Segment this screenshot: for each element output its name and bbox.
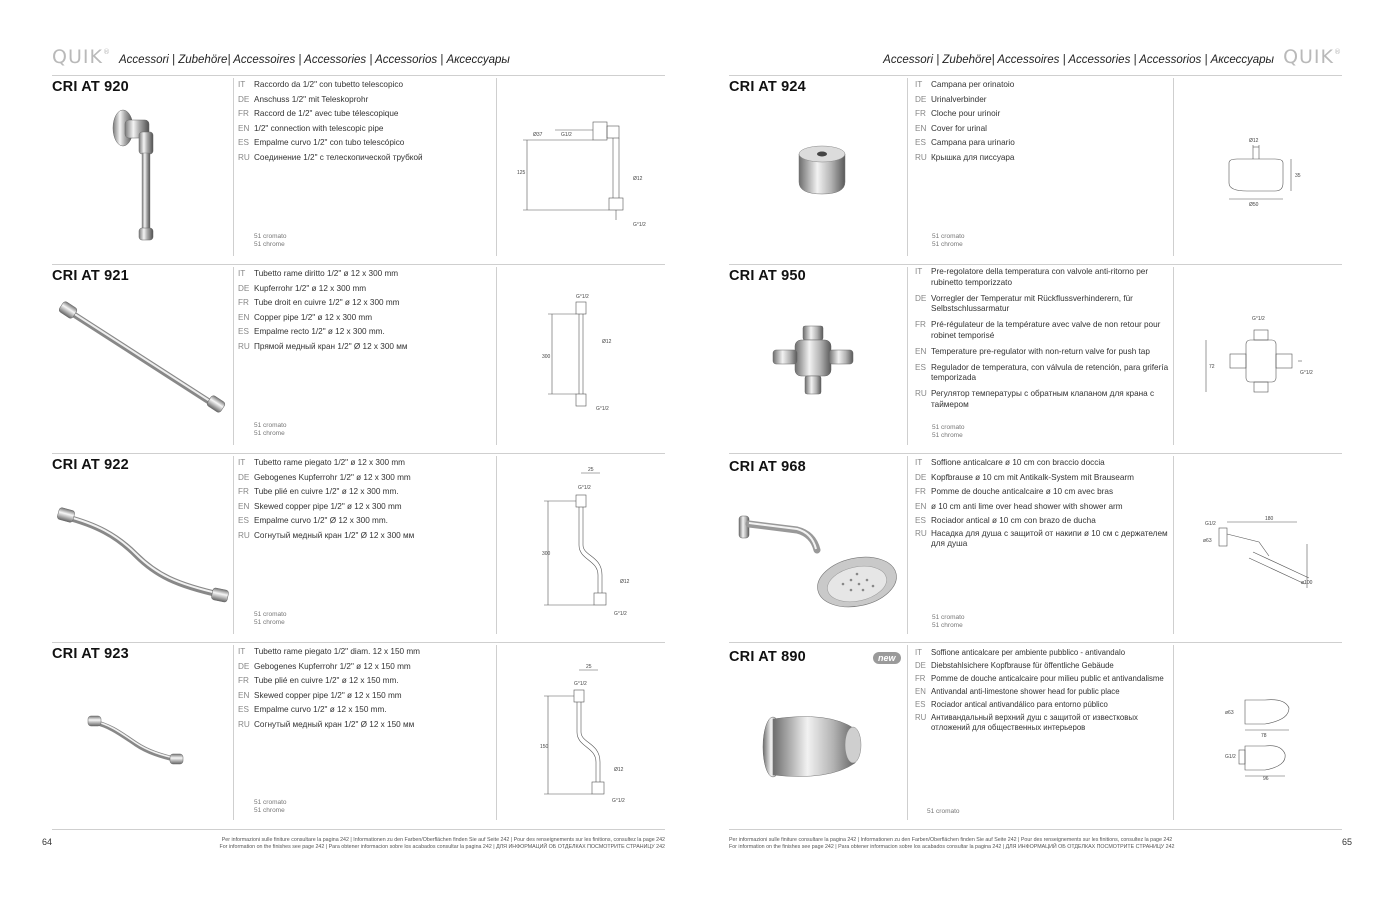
product-photo-connector <box>95 98 175 250</box>
dimension-label: G°1/2 <box>1252 316 1265 322</box>
dimension-label: ø63 <box>1203 538 1212 544</box>
divider <box>496 78 497 256</box>
technical-drawing <box>1225 690 1325 782</box>
divider <box>729 75 1342 76</box>
divider <box>729 829 1342 830</box>
product-code: CRI AT 923 <box>52 646 129 662</box>
product-photo-bent-pipe <box>56 505 231 605</box>
product-code: CRI AT 920 <box>52 79 129 95</box>
technical-drawing <box>515 112 655 230</box>
product-code: CRI AT 890 <box>729 649 806 665</box>
divider <box>496 456 497 634</box>
dimension-label: Ø12 <box>614 767 624 773</box>
finish-info: 51 cromato <box>927 808 960 815</box>
divider <box>1173 267 1174 445</box>
dimension-label: G°1/2 <box>578 485 591 491</box>
dimension-label: G°1/2 <box>576 294 589 300</box>
finish-info: 51 cromato 51 chrome <box>932 614 965 629</box>
footer-note: Per informazioni sulle finiture consultare la pagina 242 | Informationen zu den Farben/Oberflächen finden Sie auf Seite 242 | Pour des renseignements sur les finitions, consultez la page 242 For information on the finishes see page 242 | Para obtener informacion sobre los acabados consultar la pagina 242 | ДЛЯ ИНФОРМАЦИЙ ОБ ОТДЕЛКАХ ПОСМОТРИТЕ СТРАНИЦУ 242 <box>729 837 1175 850</box>
product-description: IT Raccordo da 1/2" con tubetto telescopico DE Anschuss 1/2" mit Teleskoprohr FR Raccord de 1/2" avec tube télescopique EN 1/2" connection with telescopic pipe ES Empalme curvo 1/2" con tubo telescópico RU Соединение 1/2" с телескопической трубкой <box>238 80 423 162</box>
dimension-label: Ø50 <box>1249 202 1259 208</box>
product-photo-urinal-cover <box>793 142 851 198</box>
product-description: IT Soffione anticalcare per ambiente pubblico - antivandalo DE Diebstahlsichere Kopfbrause für öffentliche Gebäude FR Pomme de douche anticalcaire pour milieu public et antivandalisme EN Antivandal anti-limestone shower head for public place ES Rociador antical antivandálico para entorno público RU Антивандальный верхний душ с защитой от известковых отложений для общественных интерьеров <box>915 648 1164 732</box>
divider <box>496 645 497 820</box>
divider <box>1173 78 1174 256</box>
divider <box>496 267 497 445</box>
header-title: Accessori | Zubehöre| Accessoires | Accessories | Accessorios | Аксессуары <box>883 54 1274 66</box>
product-code: CRI AT 950 <box>729 268 806 284</box>
dimension-label: G°1/2 <box>614 611 627 617</box>
finish-info: 51 cromato 51 chrome <box>932 424 965 439</box>
dimension-label: 35 <box>1295 173 1301 179</box>
dimension-label: G°1/2 <box>633 222 646 228</box>
divider <box>907 78 908 256</box>
divider <box>907 267 908 445</box>
divider <box>907 456 908 634</box>
dimension-label: G°1/2 <box>1300 370 1313 376</box>
dimension-label: 96 <box>1263 776 1269 782</box>
product-photo-shower-head <box>737 510 902 610</box>
dimension-label: ø100 <box>1301 580 1313 586</box>
dimension-label: 300 <box>542 551 551 557</box>
finish-info: 51 cromato 51 chrome <box>254 799 287 814</box>
new-badge: new <box>873 652 901 664</box>
product-code: CRI AT 968 <box>729 459 806 475</box>
dimension-label: 125 <box>517 170 526 176</box>
technical-drawing <box>540 662 635 806</box>
dimension-label: G1/2 <box>561 132 572 138</box>
dimension-label: 78 <box>1261 733 1267 739</box>
dimension-label: 150 <box>540 744 549 750</box>
divider <box>233 645 234 820</box>
header-title: Accessori | Zubehöre| Accessoires | Accessories | Accessorios | Аксессуары <box>119 54 510 66</box>
finish-info: 51 cromato 51 chrome <box>932 233 965 248</box>
divider <box>1173 645 1174 820</box>
product-description: IT Soffione anticalcare ø 10 cm con braccio doccia DE Kopfbrause ø 10 cm mit Antikalk-System mit Brausearm FR Pomme de douche anticalcaire ø 10 cm avec bras EN ø 10 cm anti lime over head shower with shower arm ES Rociador antical ø 10 cm con brazo de ducha RU Насадка для душа с защитой от накипи ø 10 см с держателем для душа <box>915 458 1168 548</box>
page-number: 64 <box>42 837 53 847</box>
dimension-label: 300 <box>542 354 551 360</box>
product-description: IT Pre-regolatore della temperatura con valvole anti-ritorno per rubinetto temporizzato DE Vorregler der Temperatur mit Rückflussverhinderern, für Selbstschlussarmatur FR Pré-régulateur de la température avec valve de non retour pour robinet temporisé EN Temperature pre-regulator with non-return valve for push tap ES Regulador de temperatura, con válvula de retención, para grifería temporizada RU Регулятор температуры с обратным клапаном для крана с таймером <box>915 267 1169 409</box>
divider <box>52 829 665 830</box>
dimension-label: 180 <box>1265 516 1274 522</box>
divider <box>52 642 665 643</box>
dimension-label: Ø12 <box>602 339 612 345</box>
divider <box>729 453 1342 454</box>
divider <box>1173 456 1174 634</box>
finish-info: 51 cromato 51 chrome <box>254 233 287 248</box>
technical-drawing <box>1197 508 1322 600</box>
divider <box>233 456 234 634</box>
dimension-label: 25 <box>588 467 594 473</box>
technical-drawing <box>540 465 635 617</box>
finish-info: 51 cromato 51 chrome <box>254 611 287 626</box>
dimension-label: Ø12 <box>620 579 630 585</box>
product-code: CRI AT 924 <box>729 79 806 95</box>
dimension-label: Ø12 <box>633 176 643 182</box>
dimension-label: G1/2 <box>1205 521 1216 527</box>
dimension-label: 25 <box>586 664 592 670</box>
divider <box>729 642 1342 643</box>
finish-info: 51 cromato 51 chrome <box>254 422 287 437</box>
brand-logo: QUIK® <box>52 46 111 68</box>
brand-logo: QUIK® <box>1283 46 1342 68</box>
dimension-label: G1/2 <box>1225 754 1236 760</box>
product-photo-antivandal-shower-head <box>759 705 867 787</box>
divider <box>907 645 908 820</box>
dimension-label: Ø37 <box>533 132 543 138</box>
dimension-label: G°1/2 <box>596 406 609 412</box>
divider <box>233 78 234 256</box>
divider <box>52 453 665 454</box>
divider <box>52 75 665 76</box>
dimension-label: G°1/2 <box>612 798 625 804</box>
product-photo-straight-pipe <box>56 298 231 420</box>
product-code: CRI AT 921 <box>52 268 129 284</box>
footer-note: Per informazioni sulle finiture consultare la pagina 242 | Informationen zu den Farben/Oberflächen finden Sie auf Seite 242 | Pour des renseignements sur les finitions, consultez la page 242 For information on the finishes see page 242 | Para obtener informacion sobre los acabados consultar la pagina 242 | ДЛЯ ИНФОРМАЦИЙ ОБ ОТДЕЛКАХ ПОСМОТРИТЕ СТРАНИЦУ 242 <box>219 837 665 850</box>
product-photo-short-bent-pipe <box>86 712 186 770</box>
product-code: CRI AT 922 <box>52 457 129 473</box>
technical-drawing <box>540 290 620 415</box>
product-description: IT Tubetto rame piegato 1/2" diam. 12 x 150 mm DE Gebogenes Kupferrohr 1/2" ø 12 x 150 mm FR Tube plié en cuivre 1/2" ø 12 x 150 mm. EN Skewed copper pipe 1/2" ø 12 x 150 mm ES Empalme curvo 1/2" ø 12 x 150 mm. RU Согнутый медный кран 1/2" Ø 12 x 150 мм <box>238 647 420 729</box>
dimension-label: G°1/2 <box>574 681 587 687</box>
dimension-label: 72 <box>1209 364 1215 370</box>
dimension-label: ø63 <box>1225 710 1234 716</box>
divider <box>729 264 1342 265</box>
product-description: IT Campana per orinatoio DE Urinalverbinder FR Cloche pour urinoir EN Cover for urinal ES Campana para urinario RU Крышка для писсуара <box>915 80 1015 162</box>
right-page <box>697 0 1394 901</box>
divider <box>233 267 234 445</box>
technical-drawing <box>1217 133 1317 208</box>
divider <box>52 264 665 265</box>
product-description: IT Tubetto rame piegato 1/2" ø 12 x 300 mm DE Gebogenes Kupferrohr 1/2" ø 12 x 300 mm FR Tube plié en cuivre 1/2" ø 12 x 300 mm. EN Skewed copper pipe 1/2" ø 12 x 300 mm ES Empalme curvo 1/2" Ø 12 x 300 mm. RU Согнутый медный кран 1/2" Ø 12 x 300 мм <box>238 458 415 540</box>
page-number: 65 <box>1341 837 1352 847</box>
dimension-label: Ø12 <box>1249 138 1259 144</box>
product-description: IT Tubetto rame diritto 1/2" ø 12 x 300 mm DE Kupferrohr 1/2" ø 12 x 300 mm FR Tube droit en cuivre 1/2" ø 12 x 300 mm EN Copper pipe 1/2" ø 12 x 300 mm ES Empalme recto 1/2" ø 12 x 300 mm. RU Прямой медный кран 1/2" Ø 12 x 300 мм <box>238 269 408 351</box>
product-photo-temperature-regulator <box>767 320 859 405</box>
technical-drawing <box>1202 310 1322 405</box>
